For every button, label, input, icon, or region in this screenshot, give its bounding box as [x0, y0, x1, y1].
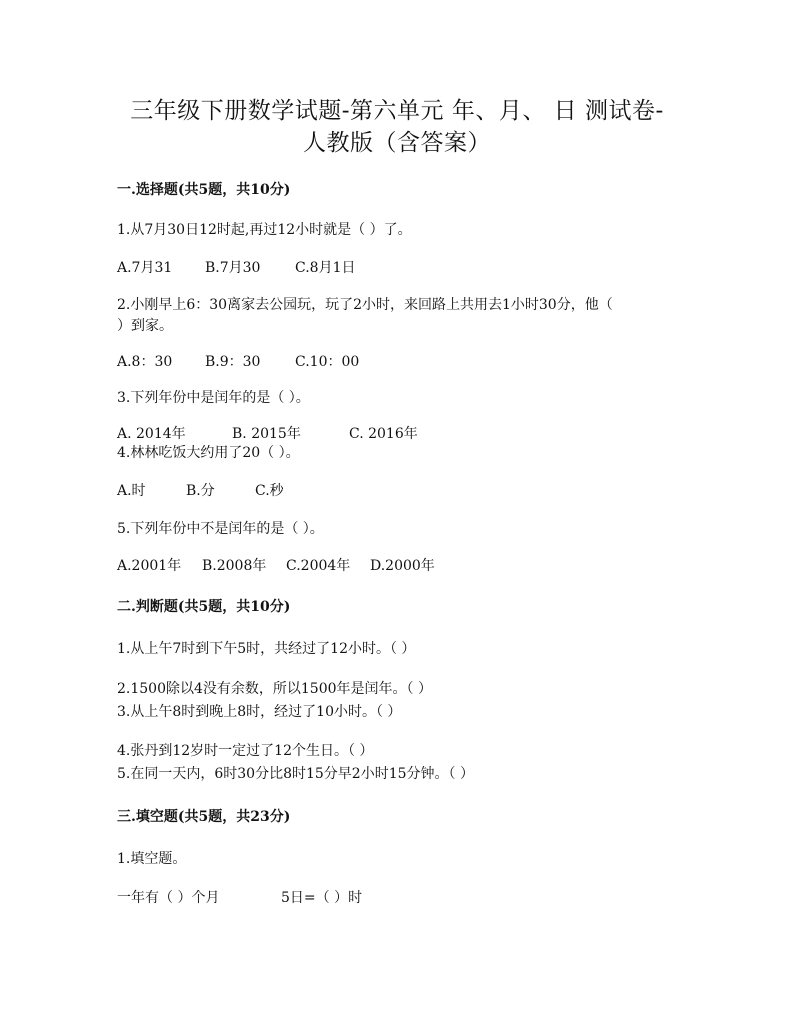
option-c: C.8月1日 — [295, 260, 356, 276]
option-b: B.9：30 — [205, 354, 261, 370]
question-1-3-options — [117, 425, 418, 443]
document-title-line1: 三年级下册数学试题-第六单元 年、月、 日 测试卷- — [130, 98, 664, 124]
fill-blank-months: 一年有（ ）个月 — [117, 890, 220, 906]
option-c: C.2004年 — [286, 558, 351, 574]
question-1-5: 5.下列年份中不是闰年的是（ ）。 — [117, 521, 324, 537]
option-a: A. 2014年 — [117, 426, 186, 442]
option-a: A.时 — [117, 483, 146, 499]
section-heading-choice: 一.选择题(共5题，共10分) — [117, 182, 291, 198]
question-1-2-options — [117, 353, 359, 371]
option-c: C.秒 — [255, 483, 284, 499]
option-a: A.7月31 — [117, 260, 173, 276]
question-3-1-blanks — [117, 889, 362, 907]
question-2-3: 3.从上午8时到晚上8时，经过了10小时。（ ） — [117, 704, 402, 720]
question-1-2-line2: ）到家。 — [117, 318, 173, 334]
question-3-1: 1.填空题。 — [117, 851, 187, 867]
option-b: B. 2015年 — [232, 426, 301, 442]
option-c: C. 2016年 — [349, 426, 418, 442]
question-2-2: 2.1500除以4没有余数，所以1500年是闰年。（ ） — [117, 681, 432, 697]
question-1-2-line1: 2.小刚早上6：30离家去公园玩，玩了2小时，来回路上共用去1小时30分，他（ — [117, 297, 613, 313]
option-d: D.2000年 — [370, 558, 435, 574]
question-1-1-options — [117, 259, 355, 277]
question-2-4: 4.张丹到12岁时一定过了12个生日。（ ） — [117, 743, 374, 759]
question-1-3: 3.下列年份中是闰年的是（ ）。 — [117, 390, 310, 406]
question-1-5-options — [117, 557, 435, 575]
section-heading-judge: 二.判断题(共5题，共10分) — [117, 599, 291, 615]
section-heading-fill: 三.填空题(共5题，共23分) — [117, 809, 291, 825]
option-b: B.2008年 — [202, 558, 267, 574]
option-c: C.10：00 — [295, 354, 360, 370]
question-2-1: 1.从上午7时到下午5时，共经过了12小时。（ ） — [117, 641, 416, 657]
fill-blank-hours: 5日=（ ）时 — [281, 890, 363, 906]
question-1-4: 4.林林吃饭大约用了20（ ）。 — [117, 445, 300, 461]
option-a: A.8：30 — [117, 354, 173, 370]
question-1-4-options — [117, 482, 284, 500]
question-1-1: 1.从7月30日12时起,再过12小时就是（ ）了。 — [117, 222, 412, 238]
option-a: A.2001年 — [117, 558, 182, 574]
question-2-5: 5.在同一天内，6时30分比8时15分早2小时15分钟。（ ） — [117, 766, 474, 782]
option-b: B.分 — [186, 483, 215, 499]
document-title-line2: 人教版（含答案） — [303, 130, 491, 156]
option-b: B.7月30 — [205, 260, 261, 276]
